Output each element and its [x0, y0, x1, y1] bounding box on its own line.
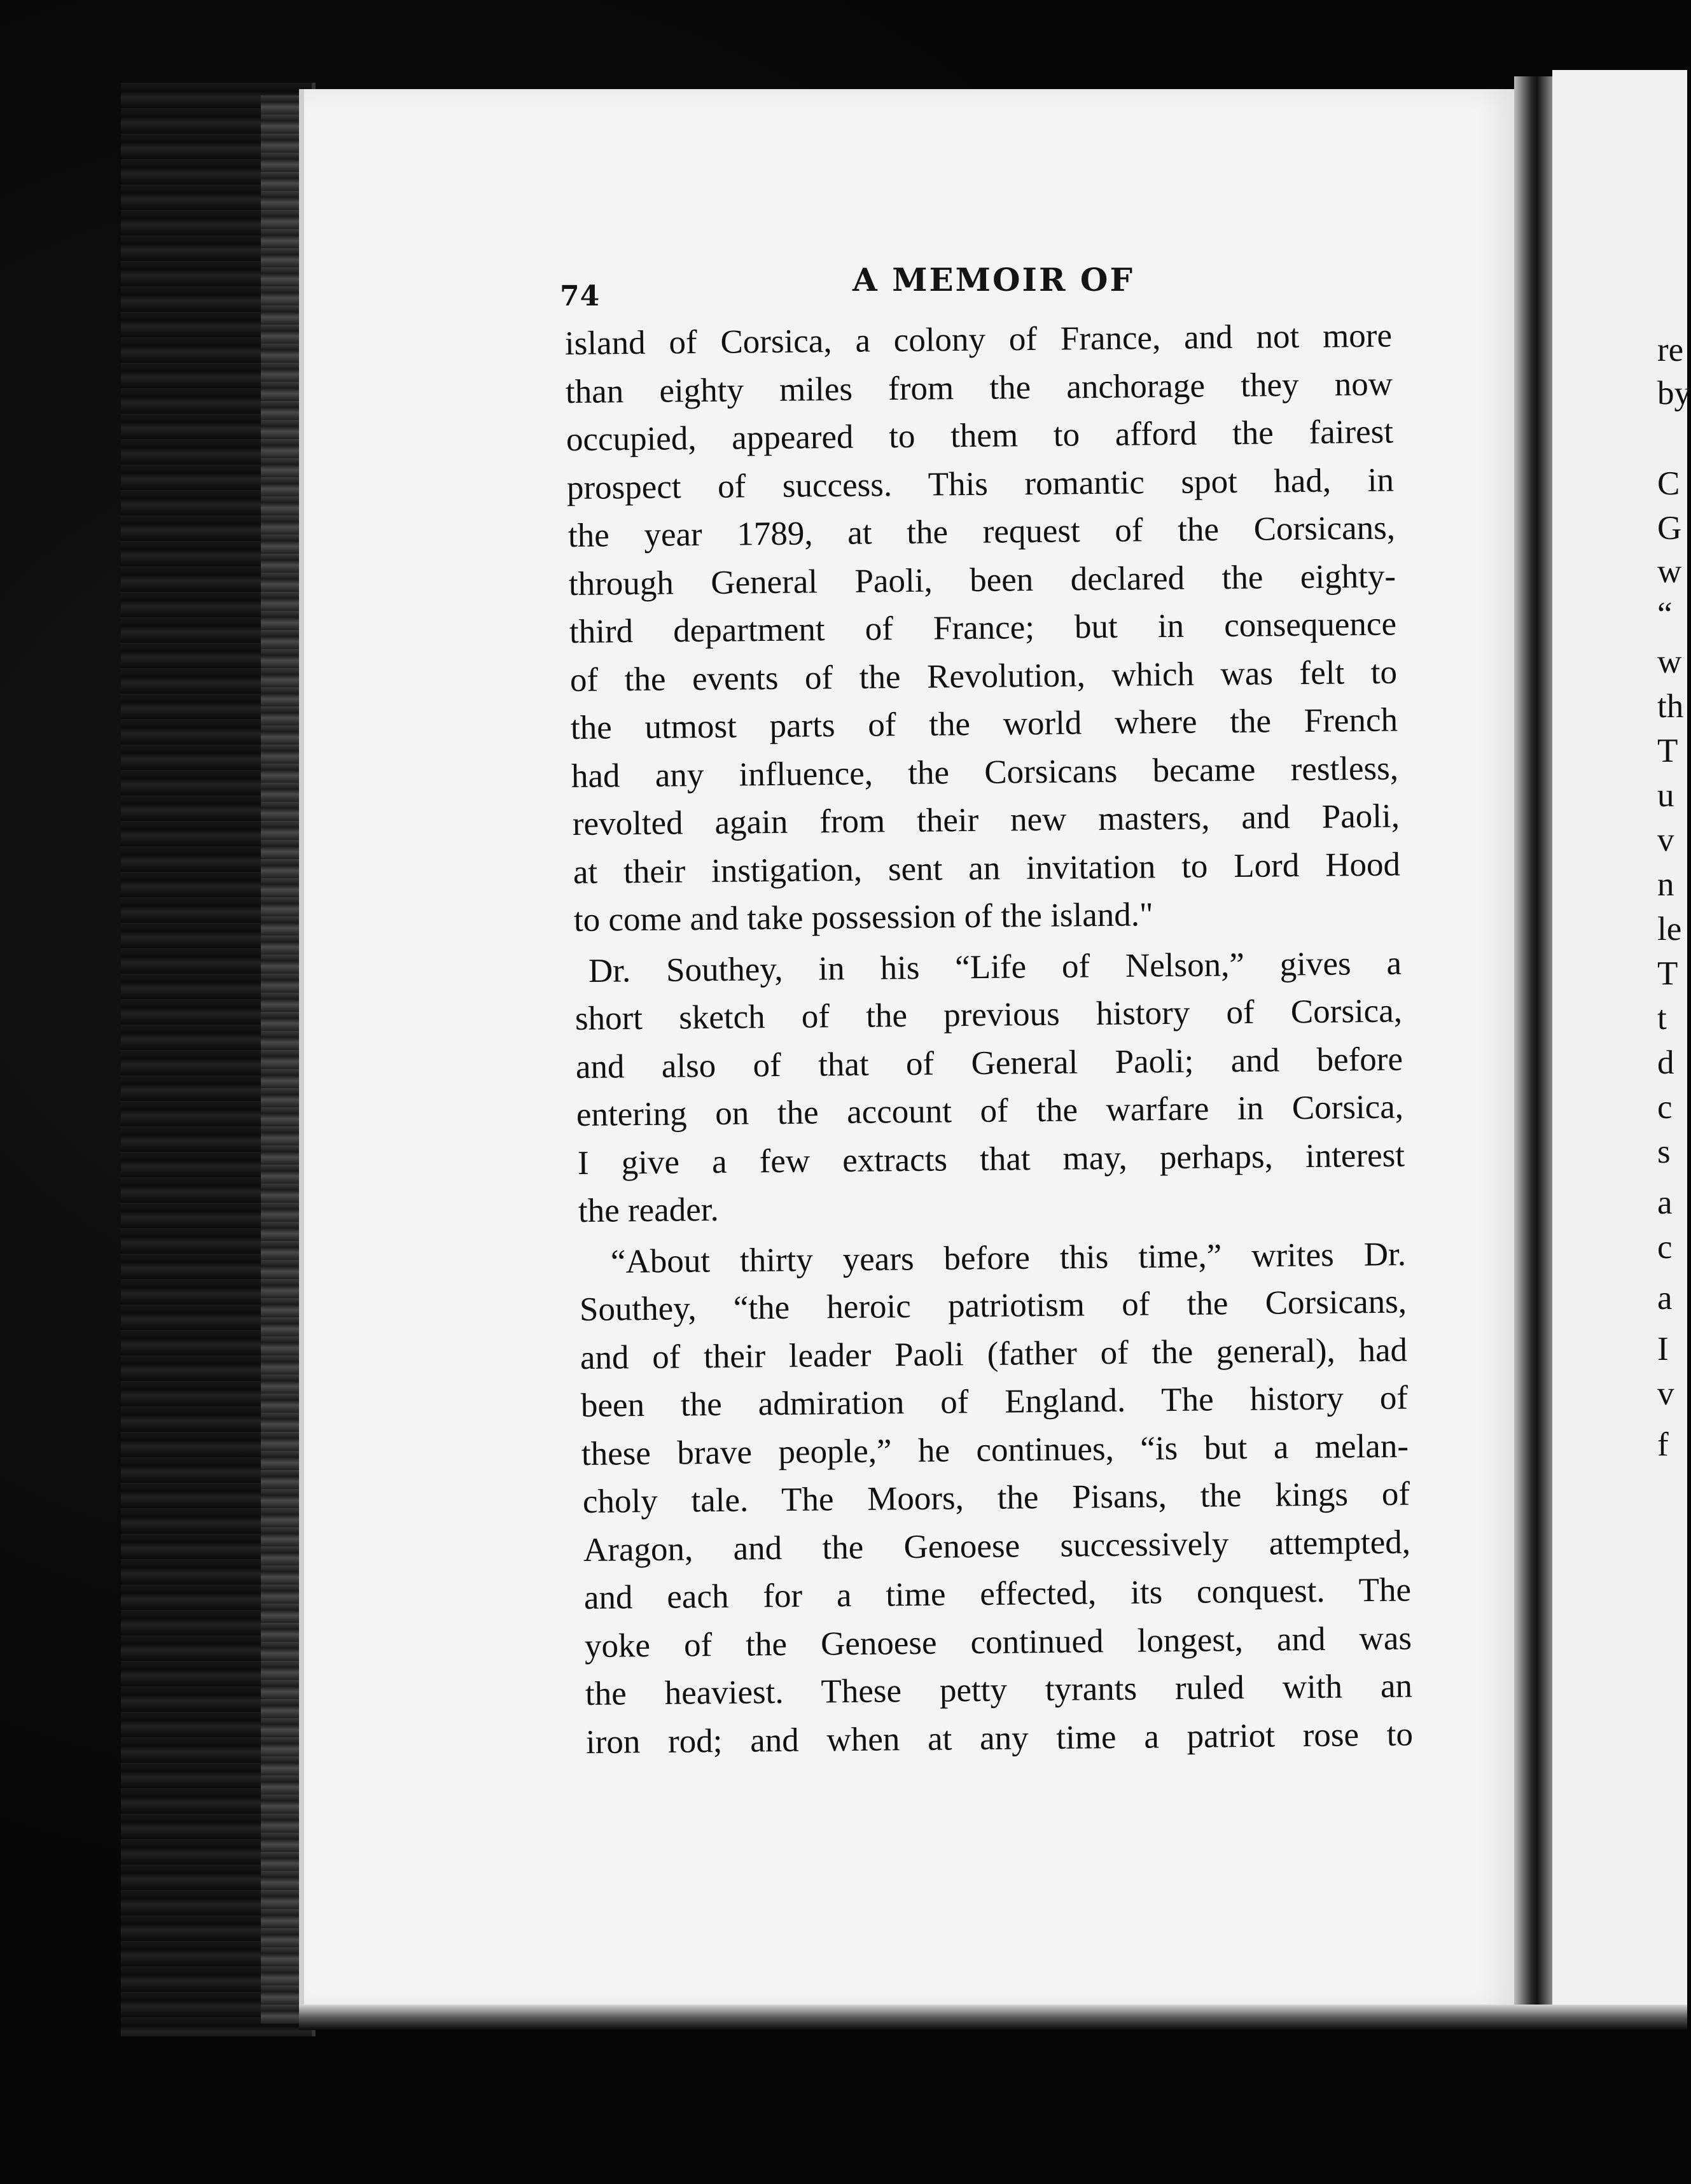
- text-line: short sketch of the previous history of Corsica,: [574, 992, 1403, 1037]
- text-line: third department of France; but in consequence: [569, 605, 1397, 650]
- text-line: to come and take possession of the island.": [573, 896, 1153, 939]
- right-page-fragment: n: [1657, 866, 1674, 903]
- text-line: “About thirty years before this time,” writes Dr.: [610, 1235, 1407, 1280]
- right-page-fragment: c: [1657, 1229, 1673, 1266]
- right-page-fragment: T: [1657, 955, 1678, 992]
- text-line: the year 1789, at the request of the Corsicans,: [567, 509, 1395, 554]
- text-line: than eighty miles from the anchorage they now: [565, 365, 1393, 410]
- right-page-fragment: le: [1657, 911, 1682, 948]
- text-line: yoke of the Genoese continued longest, and was: [584, 1620, 1412, 1665]
- right-page-fragment: f: [1657, 1426, 1669, 1463]
- text-line: I give a few extracts that may, perhaps, interest: [577, 1137, 1405, 1182]
- text-line: island of Corsica, a colony of France, and not more: [564, 317, 1393, 362]
- text-line: the reader.: [578, 1191, 719, 1229]
- text-line: revolted again from their new masters, and Paoli,: [572, 797, 1400, 843]
- text-line: choly tale. The Moors, the Pisans, the kings of: [582, 1475, 1410, 1520]
- text-line: Aragon, and the Genoese successively attempted,: [583, 1523, 1410, 1569]
- text-line: prospect of success. This romantic spot had, in: [567, 461, 1395, 507]
- right-page-fragment: G: [1657, 510, 1682, 547]
- right-page-fragment: u: [1657, 777, 1674, 814]
- page-number: 74: [560, 280, 601, 312]
- right-page-fragment: a: [1657, 1184, 1673, 1221]
- text-line: had any influence, the Corsicans became restless,: [571, 750, 1399, 795]
- right-page-fragment: I: [1657, 1331, 1669, 1368]
- right-page-fragment: w: [1657, 643, 1682, 680]
- text-line: at their instigation, sent an invitation to Lord Hood: [573, 846, 1400, 891]
- text-line: these brave people,” he continues, “is but a melan-: [581, 1427, 1409, 1473]
- right-page-fragment: th: [1657, 688, 1684, 725]
- header-title: A MEMOIR OF: [852, 261, 1134, 298]
- text-line: iron rod; and when at any time a patriot rose to: [586, 1716, 1414, 1761]
- text-line: the heaviest. These petty tyrants ruled with an: [585, 1667, 1413, 1712]
- text-line: Southey, “the heroic patriotism of the Corsicans,: [579, 1283, 1407, 1328]
- right-page-fragment: d: [1657, 1044, 1674, 1081]
- text-line: occupied, appeared to them to afford the fairest: [566, 413, 1394, 458]
- right-page-fragment: v: [1657, 1375, 1674, 1412]
- text-line: through General Paoli, been declared the eighty-: [568, 557, 1396, 603]
- text-line: and also of that of General Paoli; and before: [575, 1040, 1403, 1086]
- right-page-fragment: T: [1657, 732, 1678, 769]
- text-line: been the admiration of England. The history of: [581, 1379, 1409, 1424]
- right-page-fragment: “: [1657, 596, 1673, 633]
- right-page-fragment: t: [1657, 1000, 1667, 1037]
- text-line: entering on the account of the warfare in Corsica,: [576, 1088, 1404, 1133]
- text-line: the utmost parts of the world where the French: [570, 701, 1398, 746]
- right-page-fragment: a: [1657, 1280, 1673, 1317]
- right-page-fragment: c: [1657, 1089, 1673, 1126]
- right-page-fragment: C: [1657, 465, 1680, 502]
- text-line: and each for a time effected, its conquest. The: [583, 1571, 1412, 1616]
- text-line: Dr. Southey, in his “Life of Nelson,” gives a: [588, 944, 1402, 990]
- right-page-fragment: w: [1657, 553, 1682, 590]
- text-line: of the events of the Revolution, which was felt to: [569, 654, 1398, 699]
- right-page-fragment: v: [1657, 822, 1674, 858]
- text-line: and of their leader Paoli (father of the general), had: [580, 1331, 1408, 1376]
- right-page-fragment: by: [1657, 375, 1691, 412]
- right-page-fragment: re: [1657, 332, 1684, 368]
- right-page-fragment: s: [1657, 1133, 1671, 1170]
